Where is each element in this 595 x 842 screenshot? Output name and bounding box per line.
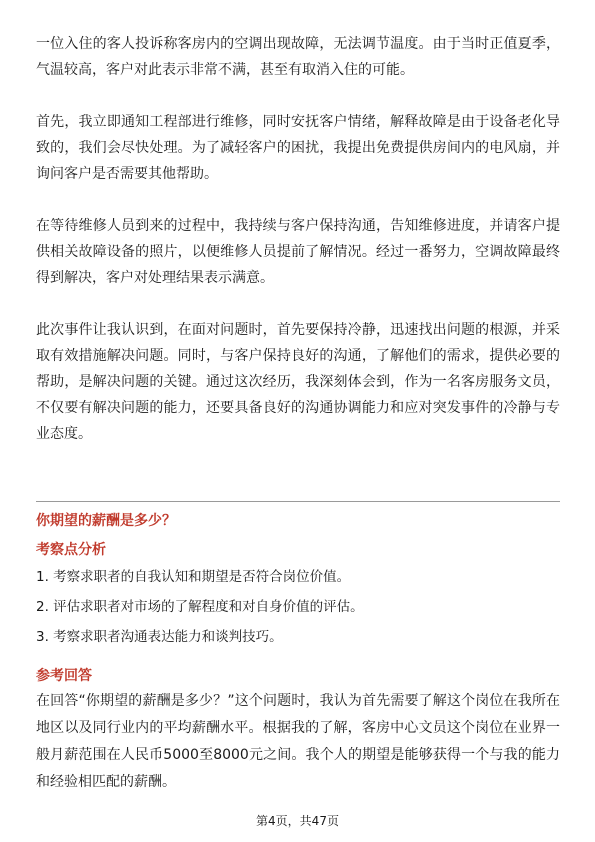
- question-section: [36, 508, 560, 796]
- answer-text: 在回答“你期望的薪酬是多少？”这个问题时，我认为首先需要了解这个岗位在我所在地区以及同行业内的平均薪酬水平。根据我的了解，客房中心文员这个岗位在业界一般月薪范围在人民币5000至8000元之间。我个人的期望是能够获得一个与我的能力和经验相匹配的薪酬。: [36, 693, 560, 790]
- paragraph-follow-up: 在等待维修人员到来的过程中，我持续与客户保持沟通，告知维修进度，并请客户提供相关故障设备的照片，以便维修人员提前了解情况。经过一番努力，空调故障最终得到解决，客户对处理结果表示满意。: [36, 218, 560, 286]
- section-divider: [36, 501, 560, 502]
- page-number: 第4页，共47页: [256, 814, 339, 828]
- list-item: 3. 考察求职者沟通表达能力和谈判技巧。: [36, 629, 283, 645]
- list-item: 1. 考察求职者的自我认知和期望是否符合岗位价值。: [36, 569, 351, 585]
- analysis-list: [36, 562, 560, 652]
- answer-heading: 参考回答: [36, 668, 92, 684]
- paragraph-first-response: 首先，我立即通知工程部进行维修，同时安抚客户情绪，解释故障是由于设备老化导致的，我们会尽快处理。为了减轻客户的困扰，我提出免费提供房间内的电风扇，并询问客户是否需要其他帮助。: [36, 114, 560, 182]
- paragraph-reflection: 此次事件让我认识到，在面对问题时，首先要保持冷静，迅速找出问题的根源，并采取有效措施解决问题。同时，与客户保持良好的沟通，了解他们的需求，提供必要的帮助，是解决问题的关键。通过这次经历，我深刻体会到，作为一名客房服务文员，不仅要有解决问题的能力，还要具备良好的沟通协调能力和应对突发事件的冷静与专业态度。: [36, 322, 560, 442]
- list-item: 2. 评估求职者对市场的了解程度和对自身价值的评估。: [36, 599, 364, 615]
- analysis-heading: 考察点分析: [36, 542, 106, 558]
- paragraph-complaint: 一位入住的客人投诉称客房内的空调出现故障，无法调节温度。由于当时正值夏季，气温较高，客户对此表示非常不满，甚至有取消入住的可能。: [36, 36, 560, 78]
- story-section: [36, 31, 560, 447]
- question-title: 你期望的薪酬是多少？: [36, 513, 176, 529]
